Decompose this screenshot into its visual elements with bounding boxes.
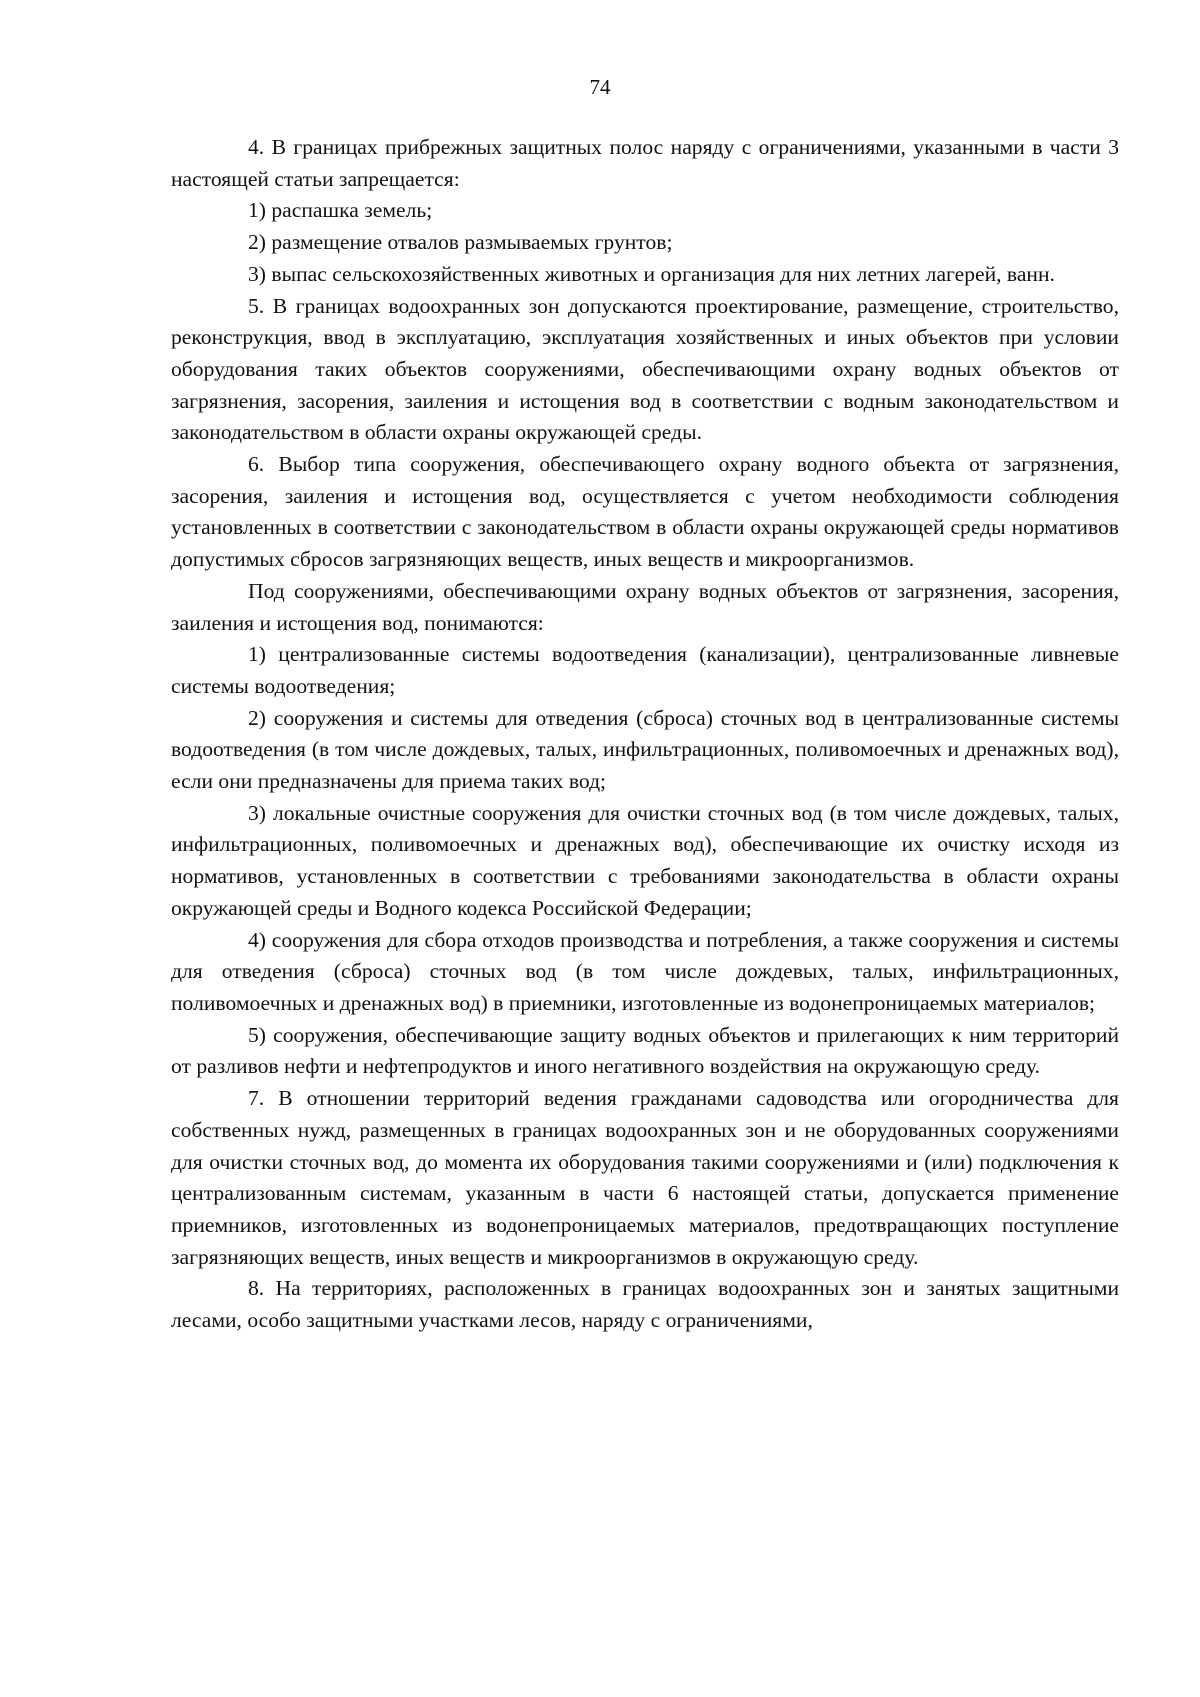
list-item: 3) локальные очистные сооружения для очистки сточных вод (в том числе дождевых, талых, инфильтрационных, поливомоечных и дренажных вод), обеспечивающие их очистку исходя из нормативов, установленных в соответствии с требованиями законодательства в области охраны окружающей среды и Водного кодекса Российской Федерации; bbox=[171, 800, 1119, 920]
page-number: 74 bbox=[589, 75, 611, 99]
list-item: 1) распашка земель; bbox=[248, 198, 433, 223]
paragraph-8: 8. На территориях, расположенных в границах водоохранных зон и занятых защитными лесами, особо защитными участками лесов, наряду с ограничениями, bbox=[171, 1276, 1119, 1333]
paragraph-4: 4. В границах прибрежных защитных полос наряду с ограничениями, указанными в части 3 настоящей статьи запрещается: bbox=[171, 135, 1119, 191]
list-item: 5) сооружения, обеспечивающие защиту водных объектов и прилегающих к ним территорий от разливов нефти и нефтепродуктов и иного негативного воздействия на окружающую среду. bbox=[171, 1022, 1119, 1079]
list-item: 3) выпас сельскохозяйственных животных и организация для них летних лагерей, ванн. bbox=[248, 261, 1055, 286]
list-item: 2) размещение отвалов размываемых грунтов; bbox=[248, 230, 673, 255]
list-item: 1) централизованные системы водоотведения (канализации), централизованные ливневые системы водоотведения; bbox=[171, 642, 1119, 698]
list-item: 2) сооружения и системы для отведения (сброса) сточных вод в централизованные системы водоотведения (в том числе дождевых, талых, инфильтрационных, поливомоечных и дренажных вод), если они предназначены для приема таких вод; bbox=[171, 705, 1119, 794]
definition-paragraph: Под сооружениями, обеспечивающими охрану водных объектов от загрязнения, засорения, заиления и истощения вод, понимаются: bbox=[171, 578, 1119, 635]
paragraph-7: 7. В отношении территорий ведения гражданами садоводства или огородничества для собственных нужд, размещенных в границах водоохранных зон и не оборудованных сооружениями для очистки сточных вод, до момента их оборудования такими сооружениями и (или) подключения к централизованным системам, указанным в части 6 настоящей статьи, допускается применение приемников, изготовленных из водонепроницаемых материалов, предотвращающих поступление загрязняющих веществ, иных веществ и микроорганизмов в окружающую среду. bbox=[171, 1086, 1119, 1269]
list-item: 4) сооружения для сбора отходов производства и потребления, а также сооружения и системы для отведения (сброса) сточных вод (в том числе дождевых, талых, инфильтрационных, поливомоечных и дренажных вод) в приемники, изготовленные из водонепроницаемых материалов; bbox=[171, 927, 1119, 1015]
paragraph-5: 5. В границах водоохранных зон допускаются проектирование, размещение, строительство, реконструкция, ввод в эксплуатацию, эксплуатация хозяйственных и иных объектов при условии оборудования таких объектов сооружениями, обеспечивающими охрану водных объектов от загрязнения, засорения, заиления и истощения вод в соответствии с водным законодательством и законодательством в области охраны окружающей среды. bbox=[171, 293, 1119, 445]
document-body bbox=[171, 132, 1119, 1337]
paragraph-6: 6. Выбор типа сооружения, обеспечивающего охрану водного объекта от загрязнения, засорения, заиления и истощения вод, осуществляется с учетом необходимости соблюдения установленных в соответствии с законодательством в области охраны окружающей среды нормативов допустимых сбросов загрязняющих веществ, иных веществ и микроорганизмов. bbox=[171, 452, 1119, 572]
